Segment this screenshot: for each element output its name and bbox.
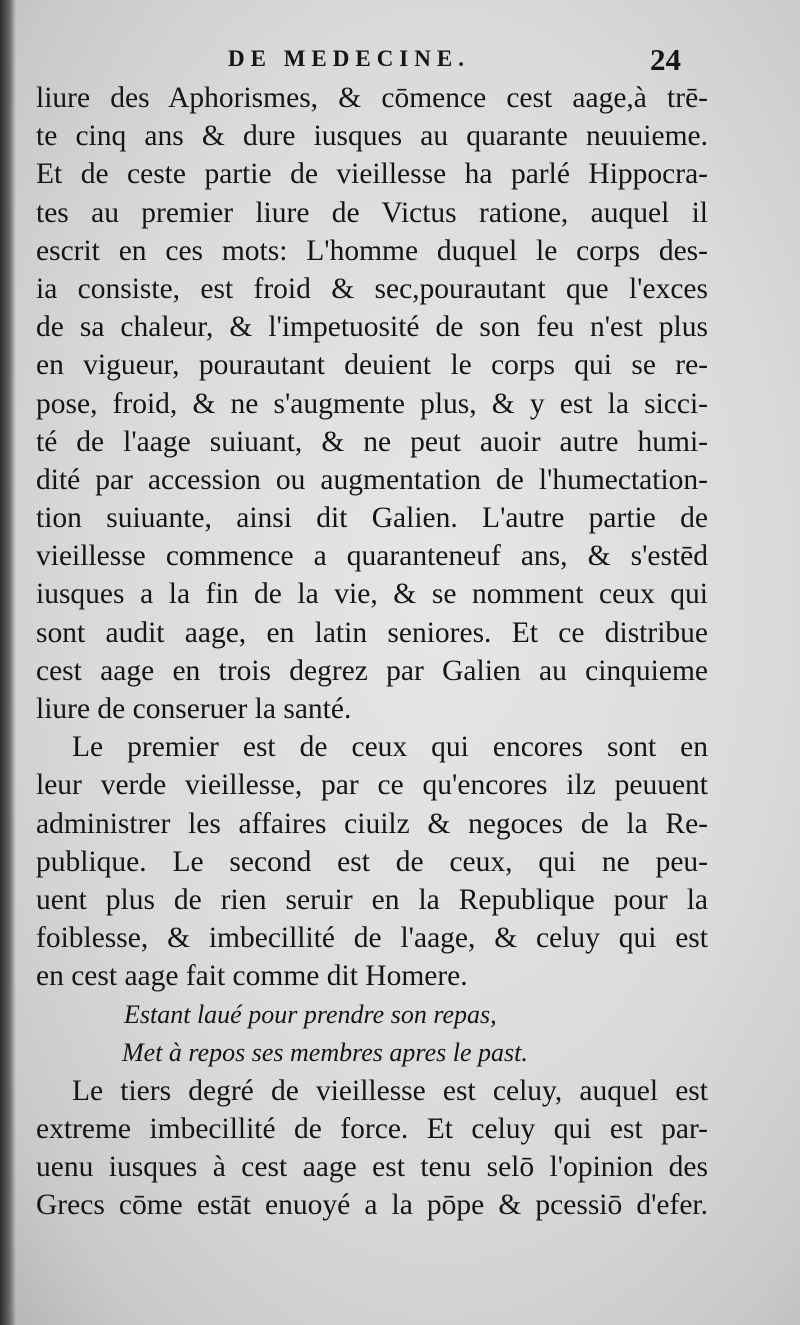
text-line: en vigueur, pourautant deuient le corps qui se re-	[36, 349, 708, 382]
text-line: publique. Le second est de ceux, qui ne peu-	[36, 845, 708, 878]
text-line: vieillesse commence a quaranteneuf ans, & s'estēd	[36, 540, 708, 573]
text-line: liure de conseruer la santé.	[36, 693, 352, 725]
page-number: 24	[650, 42, 681, 77]
text-line: liure des Aphorismes, & cōmence cest aage,à trē-	[36, 82, 708, 114]
text-line: de sa chaleur, & l'impetuosité de son feu n'est plus	[36, 311, 708, 344]
text-line: uent plus de rien seruir en la Republique pour la	[36, 883, 708, 916]
text-line: en cest aage fait comme dit Homere.	[36, 960, 468, 993]
paragraph-2	[36, 728, 708, 995]
verse-line: Met à repos ses membres apres le past.	[122, 1037, 528, 1067]
running-title: DE MEDECINE.	[228, 46, 470, 71]
text-line: uenu iusques à cest aage est tenu selō l'opinion des	[36, 1151, 708, 1184]
text-line: ia consiste, est froid & sec,pourautant que l'exces	[36, 272, 708, 305]
text-line: foiblesse, & imbecillité de l'aage, & celuy qui est	[36, 922, 708, 955]
text-line: Grecs cōme estāt enuoyé a la pōpe & pcessiō d'efer.	[36, 1189, 708, 1222]
text-line: cest aage en trois degrez par Galien au cinquieme	[36, 654, 708, 687]
paragraph-3	[36, 1072, 708, 1225]
text-line: administrer les affaires ciuilz & negoces de la Re-	[36, 807, 708, 840]
text-line: dité par accession ou augmentation de l'humectation-	[36, 463, 708, 496]
verse-quotation	[36, 996, 708, 1072]
text-line: tion suiuante, ainsi dit Galien. L'autre partie de	[36, 502, 708, 535]
text-line: iusques a la fin de la vie, & se nomment ceux qui	[36, 578, 708, 611]
text-line: tes au premier liure de Victus ratione, auquel il	[36, 196, 708, 229]
page-gutter-shadow	[0, 0, 16, 1325]
text-line: extreme imbecillité de force. Et celuy qui est par-	[36, 1113, 708, 1146]
text-line: leur verde vieillesse, par ce qu'encores ilz peuuent	[36, 769, 708, 802]
paragraph-1	[36, 79, 708, 728]
text-line: pose, froid, & ne s'augmente plus, & y est la sicci-	[36, 387, 708, 420]
body-text	[36, 79, 708, 1225]
verse-line: Estant laué pour prendre son repas,	[124, 999, 497, 1029]
text-line: té de l'aage suiuant, & ne peut auoir autre humi-	[36, 425, 708, 458]
text-line: te cinq ans & dure iusques au quarante neuuieme.	[36, 120, 708, 153]
text-line: Le premier est de ceux qui encores sont en	[72, 731, 708, 764]
text-line: Le tiers degré de vieillesse est celuy, auquel est	[72, 1074, 708, 1107]
text-line: Et de ceste partie de vieillesse ha parlé Hippocra-	[36, 158, 708, 191]
text-line: escrit en ces mots: L'homme duquel le corps des-	[36, 234, 708, 267]
text-line: sont audit aage, en latin seniores. Et ce distribue	[36, 616, 708, 649]
